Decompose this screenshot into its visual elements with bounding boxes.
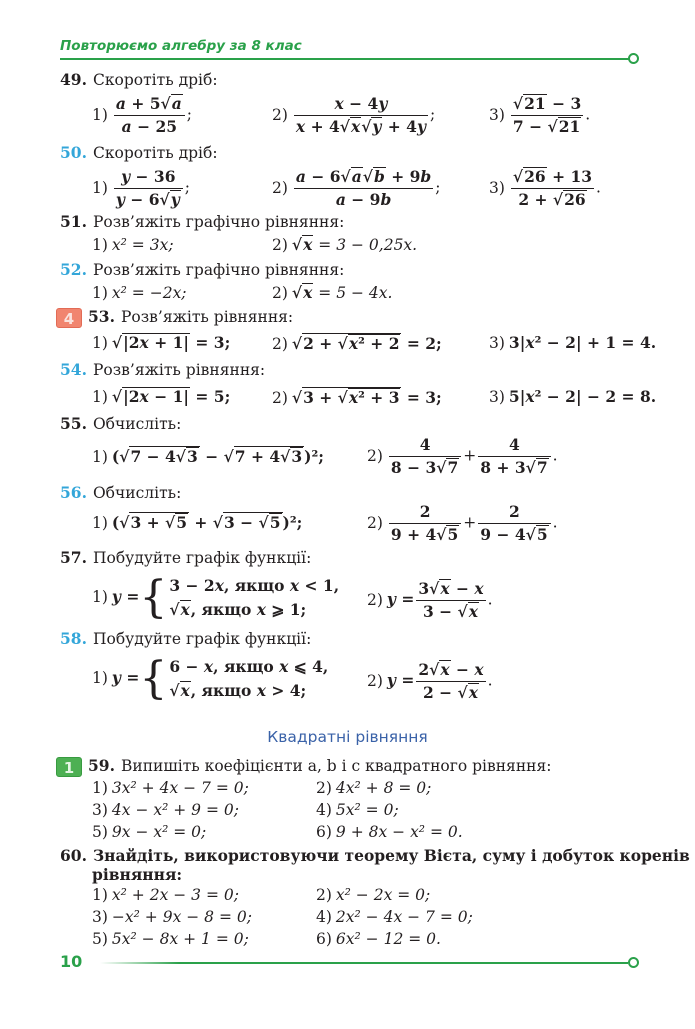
item-label: 2): [272, 236, 288, 254]
page-number: 10: [60, 952, 83, 971]
equation: 3x² + 4x − 7 = 0;: [111, 779, 249, 797]
fraction: $\frac{2√x - x}{2 - √x}$: [418, 660, 484, 702]
item-label: 2): [272, 284, 288, 302]
item-label: 2): [316, 779, 332, 797]
problem-text: Розв’яжіть графічно рівняння:: [92, 213, 345, 231]
item-label: 3): [489, 334, 505, 352]
problem-text: Розв’яжіть рівняння:: [92, 361, 266, 379]
expr-49-2: 2) $\frac{x - 4y}{x + 4√x√y + 4y}$ ;: [272, 94, 436, 136]
fraction: $\frac{4}{8 + 3√7}$: [478, 435, 550, 478]
expr-59-3: [92, 800, 239, 820]
expr-55-1: 1) (√7 − 4√3 − √7 + 4√3 )²;: [92, 447, 324, 466]
equation: x² + 2x − 3 = 0;: [111, 886, 239, 904]
problem-number: 60.: [60, 846, 87, 865]
item-label: 6): [316, 823, 332, 841]
fraction: $\frac{4}{8 - 3√7}$: [389, 435, 461, 478]
item-label: 1): [92, 779, 108, 797]
problem-58: [60, 629, 311, 649]
expr-56-1: 1) (√3 + √5 + √3 − √5 )²;: [92, 513, 303, 532]
expr-51-2: 2) √x = 3 − 0,25x.: [272, 235, 418, 254]
equation: x² − 2x = 0;: [335, 886, 431, 904]
item-label: 1): [92, 236, 108, 254]
problem-60: [60, 846, 690, 866]
expr-57-1: 1) y ={ 3 − 2x, якщо x < 1, √x, якщо x ⩾ 1;: [92, 572, 340, 623]
equation: = 3 − 0,25x.: [318, 236, 418, 254]
item-label: 2): [272, 335, 288, 353]
expr-52-2: 2) √x = 5 − 4x.: [272, 283, 393, 302]
expr-53-1: 1) √|2x + 1| = 3;: [92, 333, 231, 352]
item-label: 4): [316, 801, 332, 819]
problem-55: [60, 414, 181, 434]
fraction: $\frac{√26 + 13}{2 + √26}$: [512, 167, 593, 209]
difficulty-badge: 4: [56, 308, 82, 328]
item-label: 3): [489, 178, 505, 197]
expr-49-1: 1) $\frac{a + 5√a}{a - 25}$ ;: [92, 94, 193, 136]
problem-number: 51.: [60, 212, 87, 231]
problem-text: Обчисліть:: [92, 484, 182, 502]
footer-rule: [100, 962, 628, 964]
expr-49-3: 3) $\frac{√21 - 3}{7 - √21}$ .: [489, 94, 591, 136]
problem-54: [60, 360, 265, 380]
section-title: Квадратні рівняння: [267, 728, 428, 746]
fraction: $\frac{2}{9 - 4√5}$: [478, 502, 550, 545]
item-label: 2): [272, 105, 288, 124]
problem-60-continued: рівняння:: [92, 865, 183, 884]
problem-text: Скоротіть дріб:: [92, 71, 218, 89]
expr-60-1: [92, 885, 239, 905]
problem-text: Випишіть коефіцієнти a, b і c квадратного рівняння:: [120, 757, 552, 775]
expr-56-2: 2) $\frac{2}{9 + 4√5}$ + $\frac{2}{9 - 4√5}$ .: [367, 502, 558, 544]
item-label: 2): [272, 389, 288, 407]
problem-49: [60, 70, 218, 90]
problem-number: 56.: [60, 483, 87, 502]
problem-number: 58.: [60, 629, 87, 648]
item-label: 1): [92, 886, 108, 904]
equation: 4x − x² + 9 = 0;: [111, 801, 239, 819]
problem-text: Знайдіть, використовуючи теорему Вієта, суму і добуток коренів: [92, 846, 690, 865]
footer-circle-ornament: [628, 957, 639, 968]
equation: 4x² + 8 = 0;: [335, 779, 432, 797]
header-rule: [60, 58, 632, 60]
expr-52-1: [92, 283, 187, 303]
item-label: 1): [92, 334, 108, 352]
problem-number: 50.: [60, 143, 87, 162]
equation: −x² + 9x − 8 = 0;: [111, 908, 252, 926]
page-footer: [60, 952, 640, 974]
fraction: $\frac{y - 36}{y - 6√y}$: [114, 167, 183, 210]
item-label: 2): [272, 178, 288, 197]
item-label: 2): [367, 446, 383, 465]
fraction: $\frac{√21 - 3}{7 - √21}$: [512, 94, 582, 136]
equation: x² = −2x;: [111, 284, 187, 302]
equation: = 5 − 4x.: [318, 284, 393, 302]
expr-50-1: 1) $\frac{y - 36}{y - 6√y}$ ;: [92, 167, 190, 209]
problem-text: Скоротіть дріб:: [92, 144, 218, 162]
difficulty-badge: 1: [56, 757, 82, 777]
problem-51: [60, 212, 344, 232]
problem-number: 57.: [60, 548, 87, 567]
problem-50: [60, 143, 218, 163]
item-label: 1): [92, 514, 108, 532]
expr-60-4: [316, 907, 473, 927]
expr-55-2: 2) $\frac{4}{8 - 3√7}$ + $\frac{4}{8 + 3√7}$ .: [367, 435, 558, 477]
expr-54-3: 3) 5|x² − 2| − 2 = 8.: [489, 387, 657, 406]
expr-50-2: 2) $\frac{a - 6√a√b + 9b}{a - 9b}$ ;: [272, 167, 441, 209]
problem-text: Розв’яжіть рівняння:: [120, 308, 294, 326]
item-label: 1): [92, 178, 108, 197]
item-label: 6): [316, 930, 332, 948]
expr-50-3: 3) $\frac{√26 + 13}{2 + √26}$ .: [489, 167, 601, 209]
equation: 9 + 8x − x² = 0.: [335, 823, 463, 841]
item-label: 1): [92, 284, 108, 302]
problem-57: [60, 548, 311, 568]
expr-59-4: [316, 800, 399, 820]
fraction: $\frac{a + 5√a}{a - 25}$: [114, 94, 185, 137]
header-title: Повторюємо алгебру за 8 клас: [60, 38, 302, 54]
problem-number: 55.: [60, 414, 87, 433]
problem-number: 59.: [88, 756, 115, 775]
problem-text: Побудуйте графік функції:: [92, 549, 312, 567]
expr-57-2: 2) y = $\frac{3√x - x}{3 - √x}$ .: [367, 579, 493, 621]
item-label: 2): [367, 513, 383, 532]
problem-number: 52.: [60, 260, 87, 279]
item-label: 5): [92, 823, 108, 841]
equation: 5x² − 8x + 1 = 0;: [111, 930, 249, 948]
item-label: 1): [92, 388, 108, 406]
expr-58-1: 1) y ={ 6 − x, якщо x ⩽ 4, √x, якщо x > 4;: [92, 653, 329, 704]
expr-60-3: [92, 907, 252, 927]
page-header: [60, 38, 640, 60]
problem-number: 49.: [60, 70, 87, 89]
item-label: 3): [489, 388, 505, 406]
expr-54-2: 2) √3 + √x² + 3 = 3;: [272, 388, 442, 407]
problem-number: 53.: [88, 307, 115, 326]
expr-53-2: 2) √2 + √x² + 2 = 2;: [272, 334, 442, 353]
expr-59-5: [92, 822, 206, 842]
expr-53-3: 3) 3|x² − 2| + 1 = 4.: [489, 333, 657, 352]
item-label: 2): [367, 671, 383, 690]
item-label: 3): [92, 801, 108, 819]
fraction: $\frac{x - 4y}{x + 4√x√y + 4y}$: [295, 94, 426, 136]
equation: x² = 3x;: [111, 236, 174, 254]
expr-51-1: [92, 235, 174, 255]
problem-text: Обчисліть:: [92, 415, 182, 433]
problem-52: [60, 260, 344, 280]
problem-53: [56, 307, 293, 328]
item-label: 1): [92, 588, 108, 606]
item-label: 3): [489, 105, 505, 124]
equation: 2x² − 4x − 7 = 0;: [335, 908, 473, 926]
item-label: 1): [92, 669, 108, 687]
equation: 9x − x² = 0;: [111, 823, 207, 841]
item-label: 5): [92, 930, 108, 948]
header-circle-ornament: [628, 53, 639, 64]
problem-text: Побудуйте графік функції:: [92, 630, 312, 648]
expr-59-2: [316, 778, 431, 798]
expr-54-1: 1) √|2x − 1| = 5;: [92, 387, 231, 406]
equation: 5x² = 0;: [335, 801, 399, 819]
problem-56: [60, 483, 181, 503]
expr-60-6: [316, 929, 441, 949]
problem-59: [56, 756, 552, 777]
item-label: 2): [316, 886, 332, 904]
problem-number: 54.: [60, 360, 87, 379]
expr-59-6: [316, 822, 463, 842]
expr-60-2: [316, 885, 430, 905]
expr-60-5: [92, 929, 249, 949]
problem-text: Розв’яжіть графічно рівняння:: [92, 261, 345, 279]
item-label: 3): [92, 908, 108, 926]
fraction: $\frac{a - 6√a√b + 9b}{a - 9b}$: [295, 167, 432, 209]
expr-59-1: [92, 778, 249, 798]
equation: 6x² − 12 = 0.: [335, 930, 441, 948]
item-label: 1): [92, 105, 108, 124]
fraction: $\frac{3√x - x}{3 - √x}$: [418, 579, 484, 621]
item-label: 1): [92, 448, 108, 466]
expr-58-2: 2) y = $\frac{2√x - x}{2 - √x}$ .: [367, 660, 493, 702]
fraction: $\frac{2}{9 + 4√5}$: [389, 502, 461, 545]
item-label: 2): [367, 590, 383, 609]
item-label: 4): [316, 908, 332, 926]
